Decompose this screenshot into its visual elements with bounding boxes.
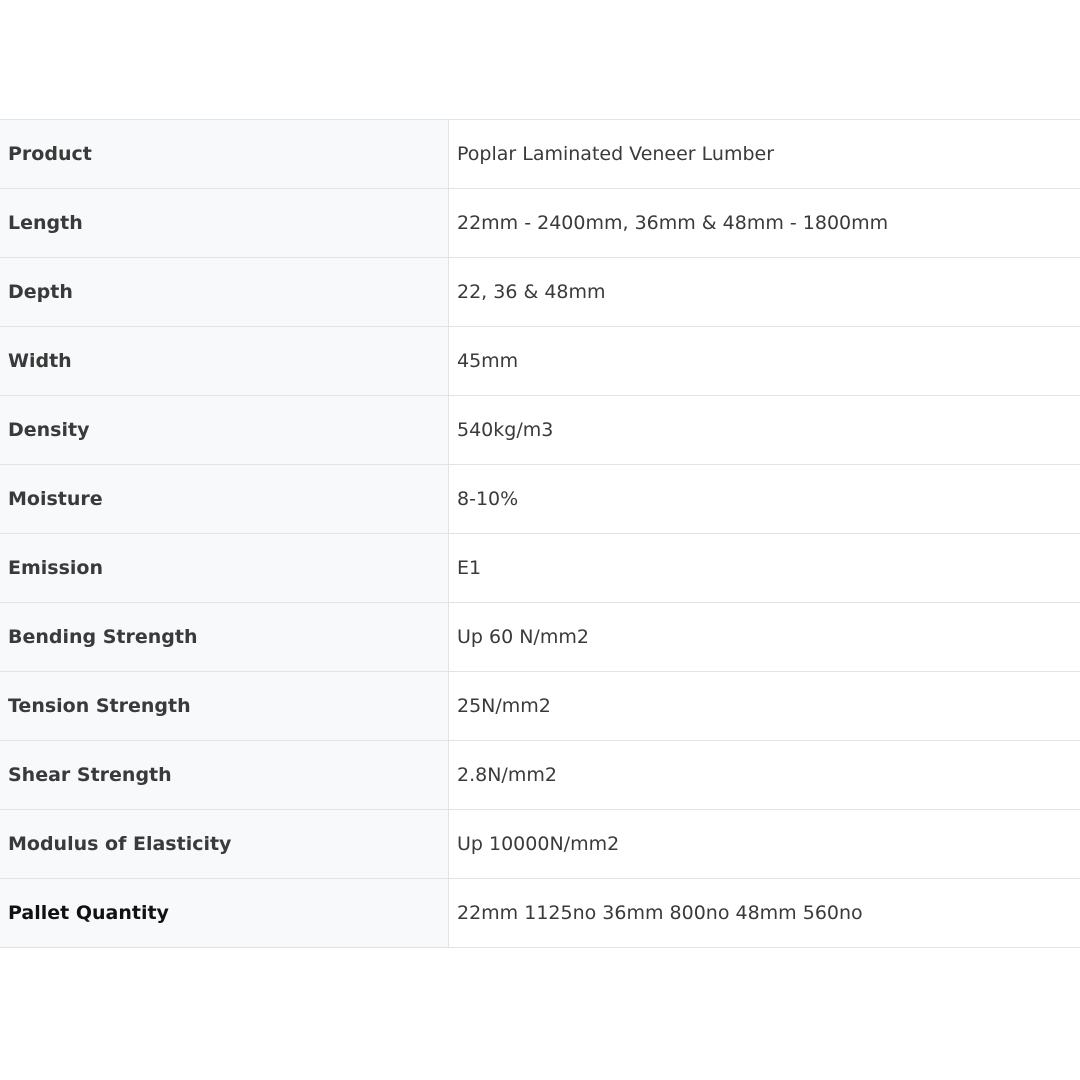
- spec-value: 540kg/m3: [449, 396, 1080, 465]
- spec-label: Bending Strength: [0, 603, 449, 672]
- spec-value: Up 10000N/mm2: [449, 810, 1080, 879]
- table-row: [0, 672, 1080, 741]
- spec-label: Moisture: [0, 465, 449, 534]
- spec-value: 2.8N/mm2: [449, 741, 1080, 810]
- spec-value: 22mm 1125no 36mm 800no 48mm 560no: [449, 879, 1080, 948]
- table-row: [0, 534, 1080, 603]
- table-row: [0, 189, 1080, 258]
- spec-label: Shear Strength: [0, 741, 449, 810]
- spec-value: Poplar Laminated Veneer Lumber: [449, 120, 1080, 189]
- spec-value: 45mm: [449, 327, 1080, 396]
- table-row: [0, 879, 1080, 948]
- spec-value: 22mm - 2400mm, 36mm & 48mm - 1800mm: [449, 189, 1080, 258]
- spec-value: 22, 36 & 48mm: [449, 258, 1080, 327]
- table-row: [0, 258, 1080, 327]
- spec-label: Depth: [0, 258, 449, 327]
- spec-value: 25N/mm2: [449, 672, 1080, 741]
- table-row: [0, 327, 1080, 396]
- table-row: [0, 465, 1080, 534]
- spec-value: 8-10%: [449, 465, 1080, 534]
- spec-label: Emission: [0, 534, 449, 603]
- spec-label: Density: [0, 396, 449, 465]
- spec-label: Tension Strength: [0, 672, 449, 741]
- spec-label: Modulus of Elasticity: [0, 810, 449, 879]
- spec-label: Width: [0, 327, 449, 396]
- spec-label: Pallet Quantity: [0, 879, 449, 948]
- table-row: [0, 120, 1080, 189]
- table-row: [0, 810, 1080, 879]
- spec-value: E1: [449, 534, 1080, 603]
- spec-table: [0, 119, 1080, 948]
- spec-label: Length: [0, 189, 449, 258]
- table-row: [0, 603, 1080, 672]
- table-row: [0, 396, 1080, 465]
- table-row: [0, 741, 1080, 810]
- spec-label: Product: [0, 120, 449, 189]
- spec-value: Up 60 N/mm2: [449, 603, 1080, 672]
